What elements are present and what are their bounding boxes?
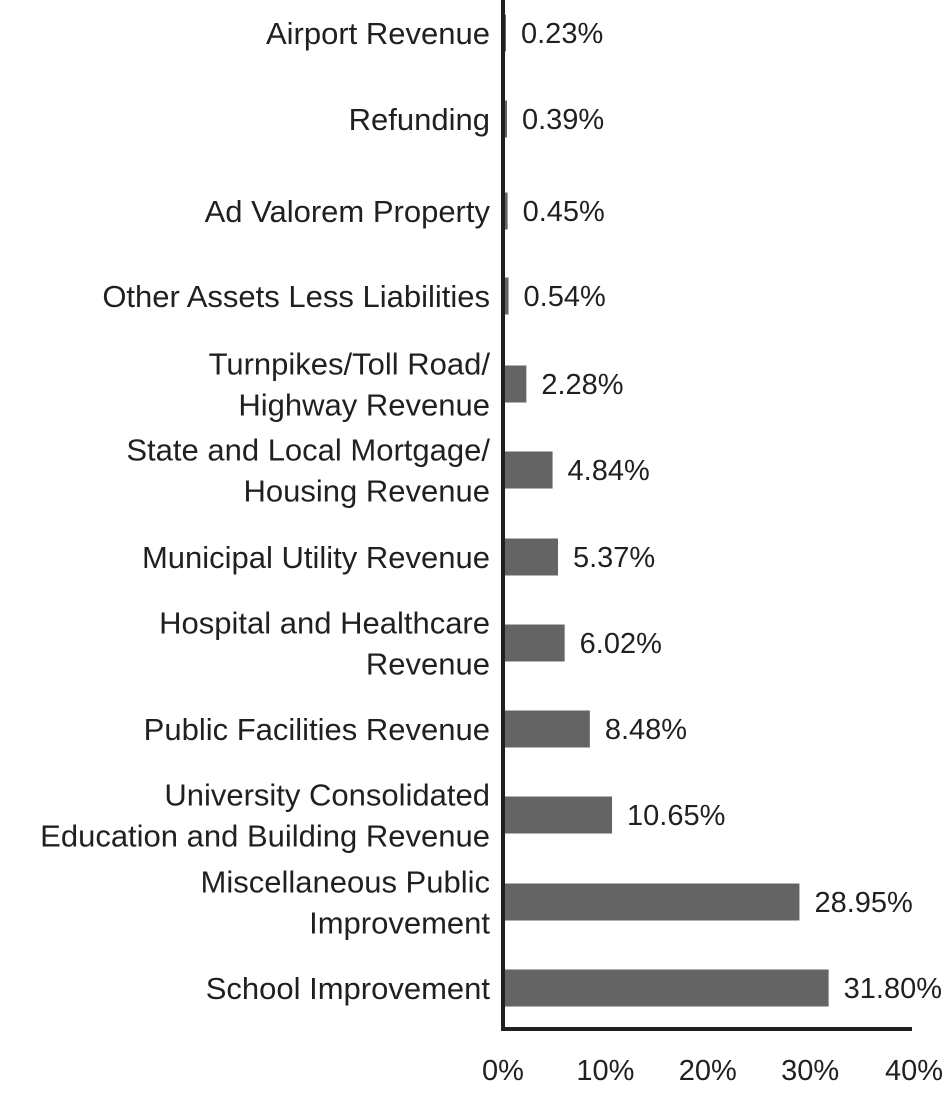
bar — [503, 539, 558, 576]
data-label: 2.28% — [541, 369, 624, 401]
category-label: Housing Revenue — [243, 473, 490, 509]
data-label: 0.39% — [521, 104, 605, 136]
category-label: Airport Revenue — [265, 16, 490, 51]
category-label: Revenue — [365, 646, 490, 682]
bar — [503, 797, 612, 834]
data-label: 8.48% — [604, 714, 688, 746]
data-label: 5.37% — [572, 542, 656, 574]
x-tick-label: 20% — [678, 1055, 737, 1087]
x-tick-label: 10% — [576, 1055, 635, 1087]
bar — [503, 711, 590, 748]
data-label: 31.80% — [843, 973, 942, 1005]
category-label: Education and Building Revenue — [40, 818, 490, 854]
x-tick-label: 40% — [884, 1055, 943, 1087]
data-label: 0.23% — [521, 18, 604, 50]
bar — [503, 625, 565, 662]
category-label: State and Local Mortgage/ — [126, 432, 490, 468]
category-label: Ad Valorem Property — [204, 194, 490, 229]
data-label: 0.45% — [522, 196, 605, 228]
category-label: Improvement — [309, 905, 490, 941]
category-label: Public Facilities Revenue — [143, 712, 490, 747]
category-label: Turnpikes/Toll Road/ — [208, 346, 490, 382]
category-label: Refunding — [348, 102, 490, 137]
x-tick-label: 30% — [781, 1055, 840, 1087]
category-label: Hospital and Healthcare — [159, 605, 490, 641]
bar — [503, 452, 553, 489]
category-label: Miscellaneous Public — [200, 864, 490, 900]
data-label: 28.95% — [814, 887, 913, 919]
bar — [503, 366, 526, 403]
x-tick-label: 0% — [482, 1055, 524, 1087]
data-label: 10.65% — [627, 800, 726, 832]
category-label: Other Assets Less Liabilities — [102, 279, 490, 314]
data-label: 0.54% — [523, 281, 606, 313]
category-label: Municipal Utility Revenue — [141, 540, 490, 575]
bar — [503, 884, 799, 921]
data-label: 4.84% — [567, 455, 650, 487]
category-label: Highway Revenue — [238, 387, 490, 423]
category-label: School Improvement — [205, 971, 490, 1006]
data-label: 6.02% — [579, 628, 662, 660]
bar — [503, 970, 829, 1007]
category-label: University Consolidated — [164, 777, 490, 813]
